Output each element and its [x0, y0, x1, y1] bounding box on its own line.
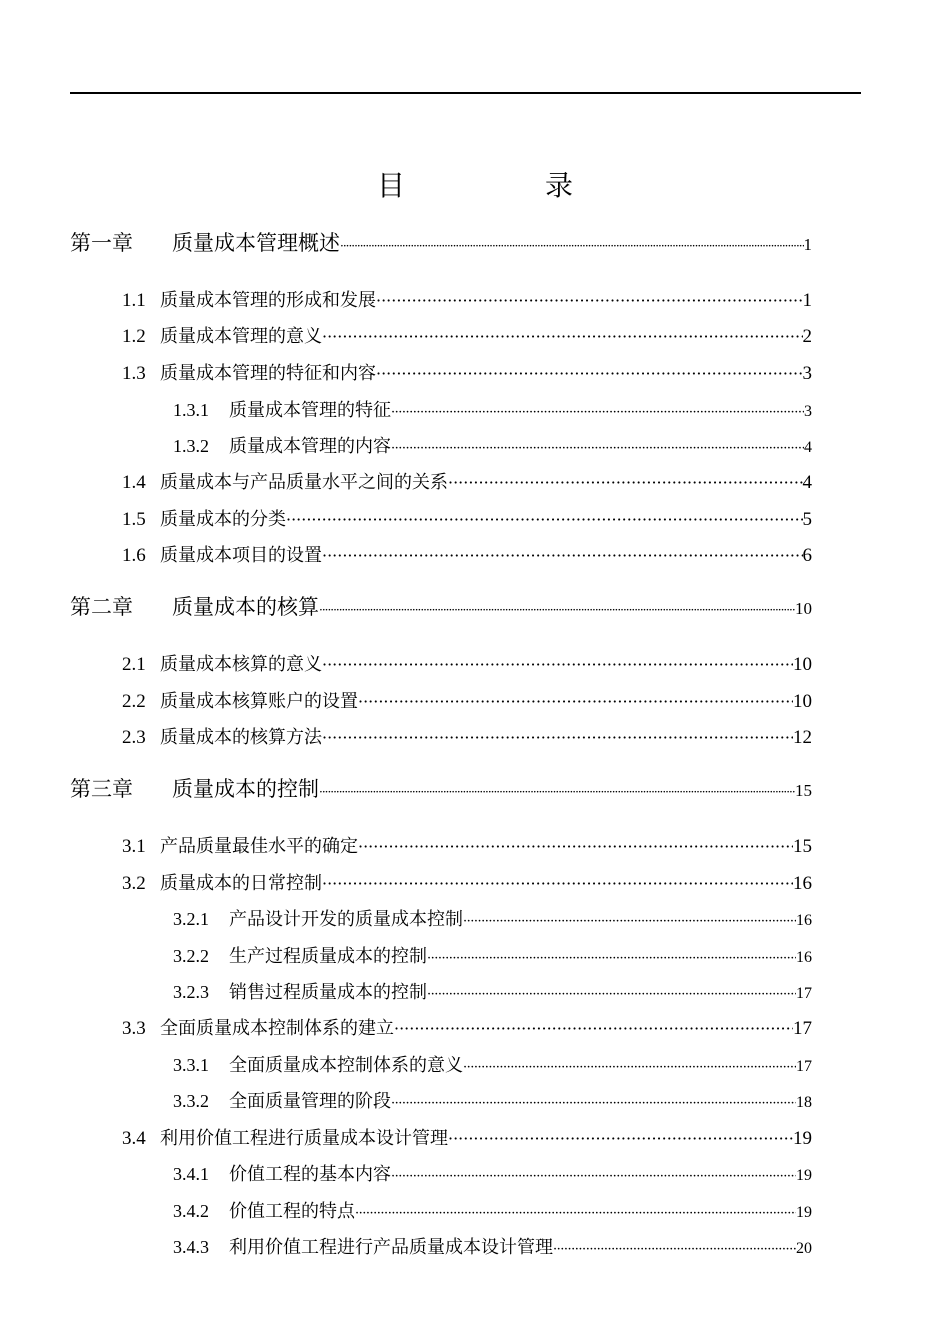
toc-entry-page: 6 [802, 545, 812, 566]
toc-entry-number: 1.5 [122, 509, 146, 530]
toc-entry-number: 1.2 [122, 326, 146, 347]
toc-entry-page: 2 [802, 326, 812, 347]
toc-entry[interactable] [70, 227, 812, 261]
toc-entry-number: 1.3 [122, 363, 146, 384]
toc-leader-dots [319, 603, 795, 617]
toc-leader-dots [322, 546, 803, 565]
toc-entry-number: 3.3.1 [173, 1055, 209, 1075]
toc-leader-dots [391, 441, 804, 456]
toc-entry[interactable] [122, 359, 812, 387]
toc-leader-dots [391, 405, 804, 420]
toc-entry-number: 2.1 [122, 654, 146, 675]
toc-leader-dots [358, 837, 793, 856]
toc-leader-dots [448, 473, 803, 492]
toc-entry-number: 2.3 [122, 727, 146, 748]
toc-entry-page: 20 [796, 1240, 812, 1257]
toc-entry-number: 1.4 [122, 472, 146, 493]
toc-entry-number: 1.3.2 [173, 436, 209, 456]
toc-entry-title: 全面质量成本控制体系的意义 [229, 1055, 463, 1076]
toc-leader-dots [355, 1206, 796, 1221]
toc-entry-title: 生产过程质量成本的控制 [229, 946, 427, 967]
toc-entry-title: 质量成本项目的设置 [160, 545, 322, 566]
toc-leader-dots [391, 1169, 796, 1184]
toc-entry-page: 16 [793, 873, 812, 894]
toc-entry-page: 10 [795, 599, 812, 618]
toc-entry[interactable] [173, 1087, 812, 1115]
toc-leader-dots [394, 1019, 793, 1038]
toc-entry-page: 15 [793, 836, 812, 857]
toc-entry-title: 质量成本管理的特征 [229, 400, 391, 421]
toc-leader-dots [463, 1060, 796, 1075]
toc-entry-page: 15 [795, 781, 812, 800]
toc-entry-number: 3.4.2 [173, 1201, 209, 1221]
toc-entry-title: 质量成本管理的形成和发展 [160, 290, 376, 311]
toc-entry-page: 10 [793, 691, 812, 712]
toc-leader-dots [553, 1242, 796, 1257]
toc-entry[interactable] [122, 286, 812, 314]
toc-leader-dots [322, 327, 803, 346]
toc-entry-page: 16 [796, 912, 812, 929]
toc-entry[interactable] [122, 723, 812, 751]
toc-entry[interactable] [122, 1014, 812, 1042]
toc-entry[interactable] [122, 468, 812, 496]
toc-leader-dots [427, 951, 796, 966]
toc-entry[interactable] [173, 1197, 812, 1225]
toc-entry-title: 产品质量最佳水平的确定 [160, 836, 358, 857]
toc-entry-number: 第一章 [70, 231, 133, 255]
toc-entry[interactable] [70, 773, 812, 807]
toc-leader-dots [286, 510, 803, 529]
toc-entry[interactable] [122, 832, 812, 860]
toc-entry-title: 利用价值工程进行质量成本设计管理 [160, 1128, 448, 1149]
toc-entry[interactable] [122, 1124, 812, 1152]
toc-entry[interactable] [122, 650, 812, 678]
toc-entry-number: 3.2.1 [173, 909, 209, 929]
toc-entry[interactable] [173, 1051, 812, 1079]
toc-entry-number: 3.4 [122, 1128, 146, 1149]
toc-leader-dots [322, 728, 793, 747]
toc-entry[interactable] [122, 322, 812, 350]
toc-entry[interactable] [173, 942, 812, 970]
toc-entry-number: 第二章 [70, 595, 133, 619]
toc-entry-page: 19 [796, 1204, 812, 1221]
toc-entry-number: 第三章 [70, 777, 133, 801]
toc-entry-title: 质量成本的核算方法 [160, 727, 322, 748]
toc-entry-number: 3.4.1 [173, 1164, 209, 1184]
toc-entry-page: 17 [796, 1058, 812, 1075]
toc-entry[interactable] [173, 432, 812, 460]
toc-entry[interactable] [173, 978, 812, 1006]
toc-entry-title: 销售过程质量成本的控制 [229, 982, 427, 1003]
toc-leader-dots [340, 239, 804, 253]
toc-leader-dots [376, 364, 803, 383]
toc-leader-dots [391, 1096, 796, 1111]
toc-entry-number: 3.3 [122, 1018, 146, 1039]
toc-entry-page: 10 [793, 654, 812, 675]
toc-entry-page: 16 [796, 949, 812, 966]
toc-entry[interactable] [173, 905, 812, 933]
toc-entry-page: 18 [796, 1094, 812, 1111]
toc-leader-dots [319, 785, 795, 799]
toc-entry-number: 3.2 [122, 873, 146, 894]
toc-entry[interactable] [70, 591, 812, 625]
header-rule [70, 92, 861, 94]
toc-entry-title: 质量成本管理的内容 [229, 436, 391, 457]
toc-leader-dots [427, 987, 796, 1002]
toc-entry-number: 1.6 [122, 545, 146, 566]
toc-entry-page: 17 [793, 1018, 812, 1039]
toc-leader-dots [322, 655, 793, 674]
toc-entry-page: 3 [802, 363, 812, 384]
toc-leader-dots [448, 1129, 793, 1148]
toc-entry-title: 质量成本的日常控制 [160, 873, 322, 894]
toc-entry[interactable] [122, 687, 812, 715]
toc-entry-title: 质量成本管理概述 [172, 231, 340, 255]
toc-entry[interactable] [122, 541, 812, 569]
toc-entry-page: 19 [796, 1167, 812, 1184]
toc-entry-title: 质量成本核算账户的设置 [160, 691, 358, 712]
toc-entry-title: 质量成本的控制 [172, 777, 319, 801]
toc-entry-title: 质量成本的核算 [172, 595, 319, 619]
toc-entry-number: 1.1 [122, 290, 146, 311]
toc-entry[interactable] [122, 869, 812, 897]
toc-leader-dots [322, 874, 793, 893]
toc-entry-page: 17 [796, 985, 812, 1002]
toc-entry[interactable] [173, 1233, 812, 1261]
toc-entry-title: 质量成本管理的意义 [160, 326, 322, 347]
toc-leader-dots [463, 914, 796, 929]
toc-leader-dots [358, 692, 793, 711]
toc-entry-title: 质量成本核算的意义 [160, 654, 322, 675]
toc-entry-page: 1 [803, 235, 812, 254]
toc-entry-title: 质量成本管理的特征和内容 [160, 363, 376, 384]
toc-entry-title: 质量成本的分类 [160, 509, 286, 530]
toc-entry-page: 12 [793, 727, 812, 748]
toc-entry[interactable] [122, 505, 812, 533]
toc-entry-title: 价值工程的基本内容 [229, 1164, 391, 1185]
toc-entry-number: 3.4.3 [173, 1237, 209, 1257]
toc-entry-number: 2.2 [122, 691, 146, 712]
toc-entry[interactable] [173, 1160, 812, 1188]
toc-entry[interactable] [173, 396, 812, 424]
toc-entry-number: 3.2.2 [173, 946, 209, 966]
toc-entry-title: 全面质量管理的阶段 [229, 1091, 391, 1112]
toc-entry-page: 3 [804, 403, 812, 420]
toc-entry-page: 4 [802, 472, 812, 493]
toc-entry-title: 产品设计开发的质量成本控制 [229, 909, 463, 930]
toc-entry-page: 19 [793, 1128, 812, 1149]
toc-entry-title: 价值工程的特点 [229, 1201, 355, 1222]
toc-entry-title: 质量成本与产品质量水平之间的关系 [160, 472, 448, 493]
toc-entry-number: 1.3.1 [173, 400, 209, 420]
toc-entry-title: 全面质量成本控制体系的建立 [160, 1018, 394, 1039]
toc-entry-page: 5 [802, 509, 812, 530]
toc-entry-number: 3.3.2 [173, 1091, 209, 1111]
toc-entry-number: 3.2.3 [173, 982, 209, 1002]
toc-entry-title: 利用价值工程进行产品质量成本设计管理 [229, 1237, 553, 1258]
toc-entry-page: 4 [804, 439, 812, 456]
toc-leader-dots [376, 291, 803, 310]
toc-entry-number: 3.1 [122, 836, 146, 857]
toc-title: 目 录 [376, 169, 629, 202]
toc-entry-page: 1 [802, 290, 812, 311]
